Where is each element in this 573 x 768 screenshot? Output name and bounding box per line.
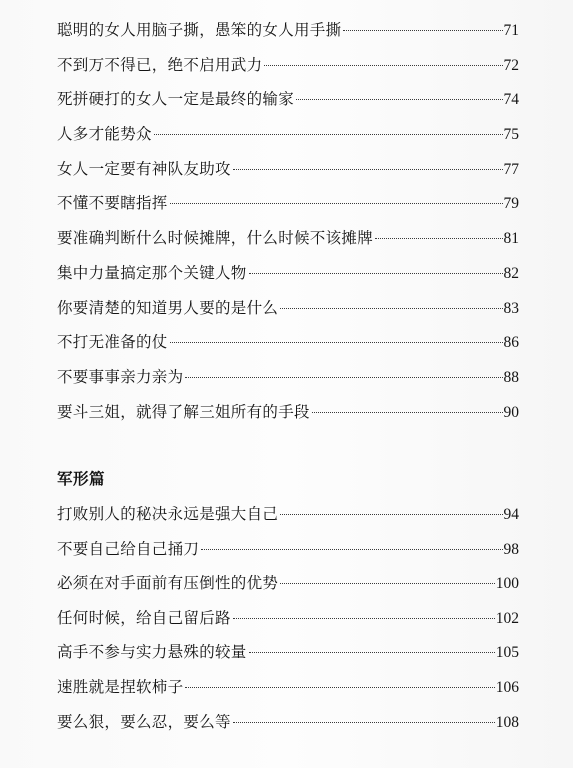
toc-entry-title: 打败别人的秘决永远是强大自己 xyxy=(57,505,279,523)
toc-list-part2 xyxy=(57,497,519,739)
toc-entry xyxy=(57,635,519,670)
toc-entry-page-number: 83 xyxy=(503,299,519,317)
toc-entry xyxy=(57,152,519,187)
toc-entry xyxy=(57,256,519,291)
dot-leader xyxy=(249,652,495,653)
toc-list-part1 xyxy=(57,13,519,429)
toc-entry-page-number: 79 xyxy=(503,195,519,213)
toc-entry-title: 不懂不要瞎指挥 xyxy=(57,194,168,213)
toc-entry-page-number: 106 xyxy=(495,678,519,696)
toc-entry-title: 高手不参与实力悬殊的较量 xyxy=(57,643,247,662)
toc-entry-page-number: 90 xyxy=(503,403,519,421)
toc-entry xyxy=(57,117,519,152)
toc-entry-page-number: 74 xyxy=(503,91,519,109)
toc-entry xyxy=(57,48,519,83)
toc-entry-page-number: 82 xyxy=(503,264,519,282)
dot-leader xyxy=(343,30,502,31)
toc-entry-page-number: 75 xyxy=(503,126,519,144)
dot-leader xyxy=(233,618,495,619)
dot-leader xyxy=(280,308,502,309)
toc-entry xyxy=(57,221,519,256)
toc-entry xyxy=(57,186,519,221)
toc-entry-title: 你要清楚的知道男人要的是什么 xyxy=(57,298,279,317)
section-heading: 军形篇 xyxy=(57,470,106,488)
toc-entry-title: 速胜就是捏软柿子 xyxy=(57,677,184,696)
toc-entry xyxy=(57,601,519,636)
toc-entry-title: 要斗三姐，就得了解三姐所有的手段 xyxy=(57,402,310,421)
toc-entry-page-number: 71 xyxy=(503,22,519,39)
toc-entry-page-number: 86 xyxy=(503,334,519,352)
toc-entry-title: 女人一定要有神队友助攻 xyxy=(57,159,231,178)
dot-leader xyxy=(249,273,503,274)
toc-entry-page-number: 98 xyxy=(503,540,519,558)
dot-leader xyxy=(154,134,503,135)
toc-entry xyxy=(57,566,519,601)
toc-entry-page-number: 105 xyxy=(495,644,519,662)
toc-entry xyxy=(57,291,519,326)
toc-entry-title: 必须在对手面前有压倒性的优势 xyxy=(57,574,279,593)
toc-entry-title: 聪明的女人用脑子撕，愚笨的女人用手撕 xyxy=(57,21,342,39)
toc-entry-title: 人多才能势众 xyxy=(57,125,152,144)
toc-entry xyxy=(57,705,519,740)
toc-entry xyxy=(57,395,519,430)
dot-leader xyxy=(264,65,502,66)
toc-entry-title: 不打无准备的仗 xyxy=(57,333,168,352)
dot-leader xyxy=(296,99,502,100)
dot-leader xyxy=(233,722,495,723)
toc-entry-title: 不到万不得已，绝不启用武力 xyxy=(57,55,263,74)
toc-entry-title: 集中力量搞定那个关键人物 xyxy=(57,263,247,282)
dot-leader xyxy=(312,412,503,413)
toc-entry-page-number: 100 xyxy=(495,575,519,593)
dot-leader xyxy=(170,203,503,204)
dot-leader xyxy=(185,687,494,688)
toc-entry xyxy=(57,497,519,532)
dot-leader xyxy=(185,377,502,378)
dot-leader xyxy=(280,583,495,584)
toc-entry-page-number: 81 xyxy=(503,230,519,248)
toc-entry-title: 不要自己给自己捅刀 xyxy=(57,539,200,558)
toc-entry-page-number: 88 xyxy=(503,368,519,386)
toc-entry xyxy=(57,670,519,705)
toc-entry-page-number: 102 xyxy=(495,609,519,627)
toc-entry xyxy=(57,82,519,117)
toc-entry xyxy=(57,532,519,567)
toc-entry-title: 要么狠，要么忍，要么等 xyxy=(57,712,231,731)
toc-entry-title: 要准确判断什么时候摊牌，什么时候不该摊牌 xyxy=(57,229,374,248)
toc-entry xyxy=(57,13,519,48)
dot-leader xyxy=(280,514,502,515)
toc-entry-page-number: 108 xyxy=(495,713,519,731)
toc-entry-page-number: 72 xyxy=(503,56,519,74)
toc-entry-title: 死拼硬打的女人一定是最终的输家 xyxy=(57,90,295,109)
toc-entry-title: 不要事事亲力亲为 xyxy=(57,367,184,386)
dot-leader xyxy=(201,549,502,550)
dot-leader xyxy=(170,342,503,343)
toc-entry xyxy=(57,360,519,395)
dot-leader xyxy=(375,238,502,239)
dot-leader xyxy=(233,169,503,170)
toc-entry-page-number: 77 xyxy=(503,160,519,178)
toc-entry xyxy=(57,325,519,360)
toc-entry-title: 任何时候，给自己留后路 xyxy=(57,608,231,627)
toc-entry-page-number: 94 xyxy=(503,506,519,523)
